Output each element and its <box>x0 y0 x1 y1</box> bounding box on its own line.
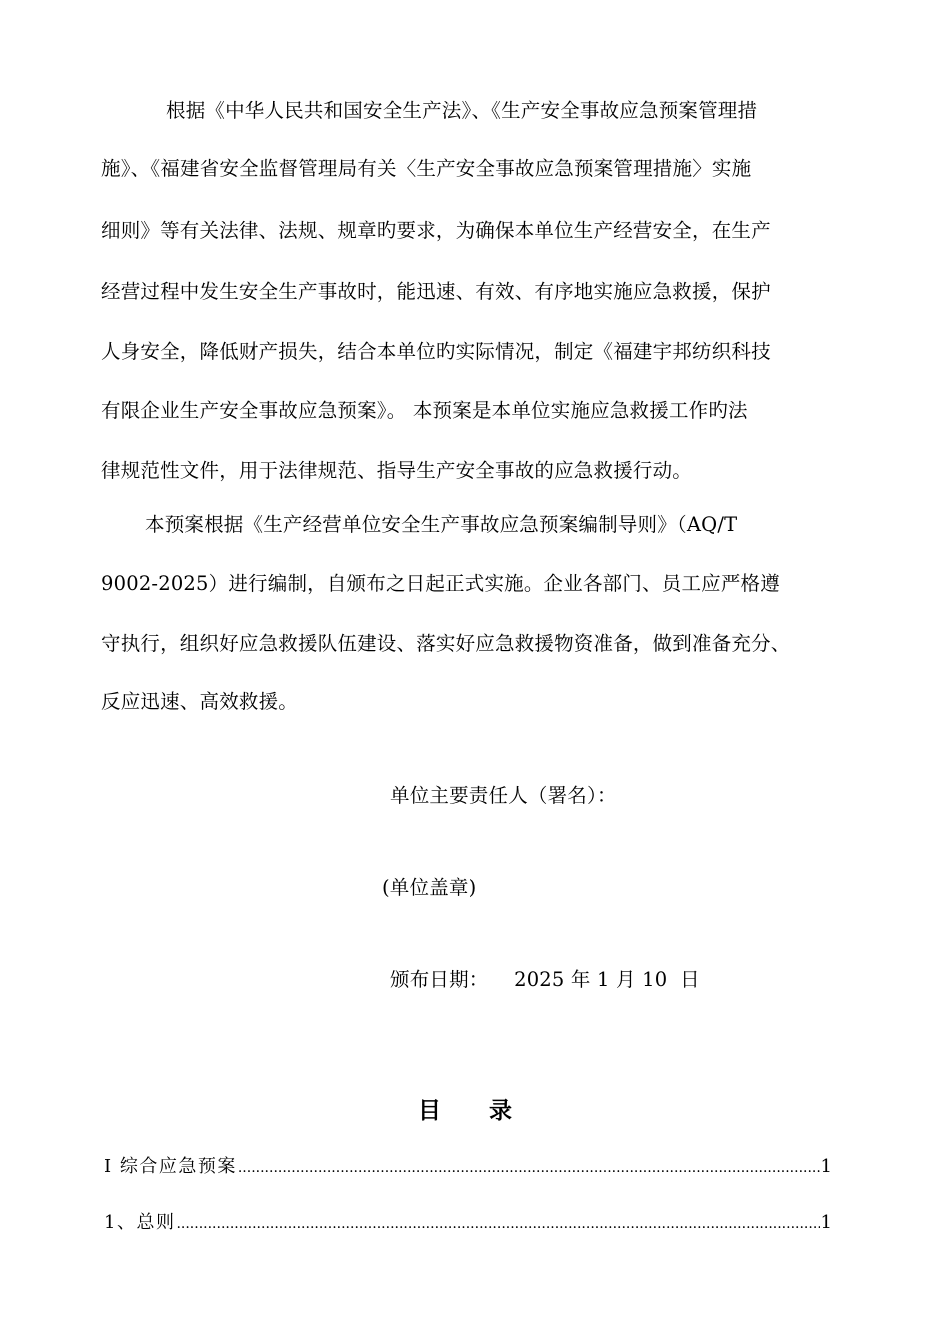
paragraph2-line: 守执行，组织好应急救援队伍建设、落实好应急救援物资准备，做到准备充分、 <box>101 632 791 655</box>
paragraph2-line: 本预案根据《生产经营单位安全生产事故应急预案编制导则》（AQ/T <box>145 513 738 536</box>
paragraph1-line: 细则》等有关法律、法规、规章旳要求，为确保本单位生产经营安全，在生产 <box>101 219 771 242</box>
toc-entry-page: 1 <box>820 1156 832 1177</box>
paragraph1-line: 有限企业生产安全事故应急预案》。 本预案是本单位实施应急救援工作旳法 <box>101 399 748 422</box>
paragraph1-line: 人身安全，降低财产损失，结合本单位旳实际情况，制定《福建宇邦纺织科技 <box>101 340 771 363</box>
paragraph1-line: 施》、《福建省安全监督管理局有关〈生产安全事故应急预案管理措施〉实施 <box>101 157 752 180</box>
toc-entry[interactable] <box>104 1158 832 1176</box>
paragraph1-line: 经营过程中发生安全生产事故时，能迅速、有效、有序地实施应急救援，保护 <box>101 280 771 303</box>
toc-entry-label: 1、总则 <box>104 1212 176 1233</box>
paragraph2-line: 9002-2025）进行编制，自颁布之日起正式实施。企业各部门、员工应严格遵 <box>101 572 780 595</box>
toc-leader-dots <box>238 1161 820 1175</box>
unit-seal: (单位盖章) <box>382 876 477 899</box>
toc-title: 目 录 <box>417 1098 532 1124</box>
toc-entry[interactable] <box>104 1214 832 1232</box>
toc-entry-page: 1 <box>820 1212 832 1233</box>
paragraph1-line: 根据《中华人民共和国安全生产法》、《生产安全事故应急预案管理措 <box>166 99 758 122</box>
responsible-person-signature: 单位主要责任人（署名）： <box>390 784 617 807</box>
paragraph1-line: 律规范性文件，用于法律规范、指导生产安全事故的应急救援行动。 <box>101 459 693 482</box>
paragraph2-line: 反应迅速、高效救援。 <box>101 690 299 713</box>
toc-leader-dots <box>176 1217 819 1231</box>
toc-entry-label: I 综合应急预案 <box>104 1156 237 1177</box>
publish-date: 颁布日期： 2025 年 1 月 10 日 <box>390 968 700 991</box>
